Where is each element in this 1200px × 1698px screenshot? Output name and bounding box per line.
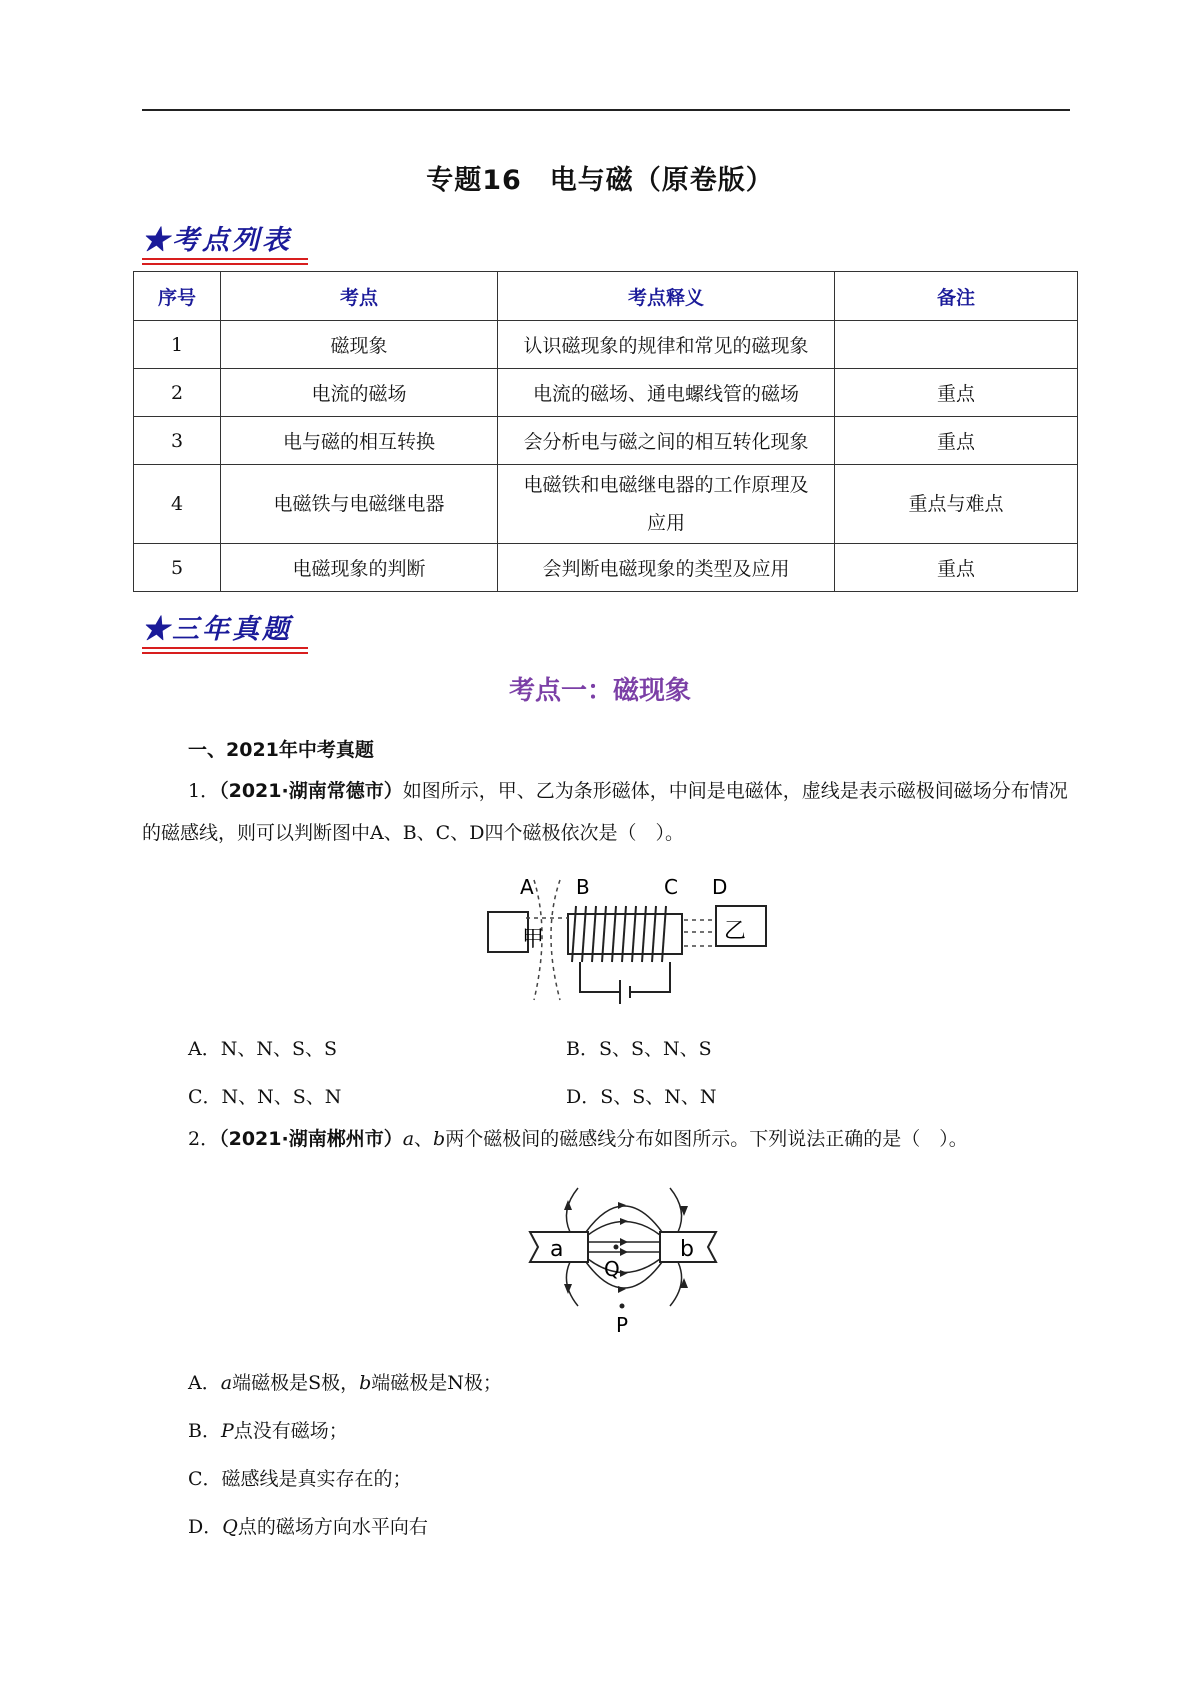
label-point-p: P: [616, 1313, 629, 1337]
circuit: [580, 962, 670, 1004]
cell-point: 电磁铁与电磁继电器: [221, 465, 498, 544]
q2-option-a: A．a端磁极是S极，b端磁极是N极；: [188, 1372, 502, 1394]
label-pole-a: A: [520, 875, 534, 899]
q2-option-c: C．磁感线是真实存在的；: [188, 1468, 412, 1490]
question-2-text: [142, 1118, 1072, 1160]
cell-desc-line: 电磁铁和电磁继电器的工作原理及: [523, 474, 809, 496]
table-row: [134, 544, 1078, 592]
var-b: b: [433, 1128, 446, 1150]
label-pole-b: b: [680, 1237, 694, 1262]
heading-underline: [142, 652, 308, 654]
cell-number: 5: [134, 544, 221, 592]
cell-note: 重点: [835, 417, 1078, 465]
question-body: 如图所示，甲、乙为条形磁体，中间是电磁体，虚线是表示磁极间磁场分布情况的磁感线，则可以判断图中A、B、C、D四个磁极依次是（ ）。: [142, 780, 1068, 844]
point-p-dot: [620, 1304, 625, 1309]
q1-option-c: C．N、N、S、N: [188, 1086, 342, 1108]
cell-desc: [498, 465, 835, 544]
label-pole-a: a: [550, 1237, 564, 1262]
label-pole-d: D: [712, 875, 728, 899]
table-header-row: [134, 272, 1078, 321]
cell-desc-line: 应用: [646, 512, 685, 534]
cell-note: [835, 321, 1078, 369]
cell-note: 重点: [835, 544, 1078, 592]
cell-number: 2: [134, 369, 221, 417]
heading-underline: [142, 263, 308, 265]
q1-option-a: A．N、N、S、S: [188, 1038, 338, 1060]
separator: 、: [414, 1128, 434, 1150]
table-row: [134, 369, 1078, 417]
cell-desc: 会判断电磁现象的类型及应用: [498, 544, 835, 592]
cell-point: 电与磁的相互转换: [221, 417, 498, 465]
cell-point: 电流的磁场: [221, 369, 498, 417]
section-heading-three-year: ★三年真题: [142, 607, 292, 646]
cell-number: 1: [134, 321, 221, 369]
col-header-desc: 考点释义: [498, 272, 835, 321]
label-point-q: Q: [604, 1257, 620, 1281]
field-arrows: [564, 1200, 688, 1294]
q2-option-d: D．Q点的磁场方向水平向右: [188, 1516, 428, 1538]
col-header-number: 序号: [134, 272, 221, 321]
cell-desc: 认识磁现象的规律和常见的磁现象: [498, 321, 835, 369]
q2-option-b: B．P点没有磁场；: [188, 1420, 348, 1442]
heading-underline: [142, 258, 308, 260]
question-source: （2021·湖南郴州市）: [219, 1128, 403, 1150]
q1-option-d: D．S、S、N、N: [566, 1086, 717, 1108]
label-pole-b: B: [576, 875, 590, 899]
col-header-note: 备注: [835, 272, 1078, 321]
label-yi: 乙: [724, 919, 747, 944]
document-title: 专题16 电与磁（原卷版）: [426, 165, 774, 196]
col-header-point: 考点: [221, 272, 498, 321]
kaodian-title: 考点一：磁现象: [508, 676, 691, 706]
cell-number: 4: [134, 465, 221, 544]
section-heading-points-list: ★考点列表: [142, 218, 292, 257]
cell-desc: 电流的磁场、通电螺线管的磁场: [498, 369, 835, 417]
question-number: 1．: [188, 780, 220, 802]
table-row: [134, 417, 1078, 465]
cell-number: 3: [134, 417, 221, 465]
point-q-dot: [614, 1245, 619, 1250]
cell-point: 磁现象: [221, 321, 498, 369]
header-rule: [142, 109, 1070, 111]
cell-note: 重点与难点: [835, 465, 1078, 544]
cell-note: 重点: [835, 369, 1078, 417]
question-number: 2．: [188, 1128, 220, 1150]
figure-magnetic-field: [520, 1180, 720, 1340]
var-a: a: [402, 1128, 415, 1150]
question-1-text: [142, 770, 1072, 854]
table-row: [134, 465, 1078, 544]
exam-points-table: [133, 271, 1078, 592]
field-lines-right: [684, 920, 714, 946]
question-source: （2021·湖南常德市）: [219, 780, 403, 802]
figure-electromagnet: [480, 870, 770, 1010]
question-body: 两个磁极间的磁感线分布如图所示。下列说法正确的是（ ）。: [445, 1128, 968, 1150]
sub-heading-2021: 一、2021年中考真题: [188, 739, 374, 761]
cell-desc: 会分析电与磁之间的相互转化现象: [498, 417, 835, 465]
cell-point: 电磁现象的判断: [221, 544, 498, 592]
label-jia: 甲: [522, 927, 545, 952]
table-row: [134, 321, 1078, 369]
label-pole-c: C: [664, 875, 678, 899]
q1-option-b: B．S、S、N、S: [566, 1038, 712, 1060]
heading-underline: [142, 647, 308, 649]
